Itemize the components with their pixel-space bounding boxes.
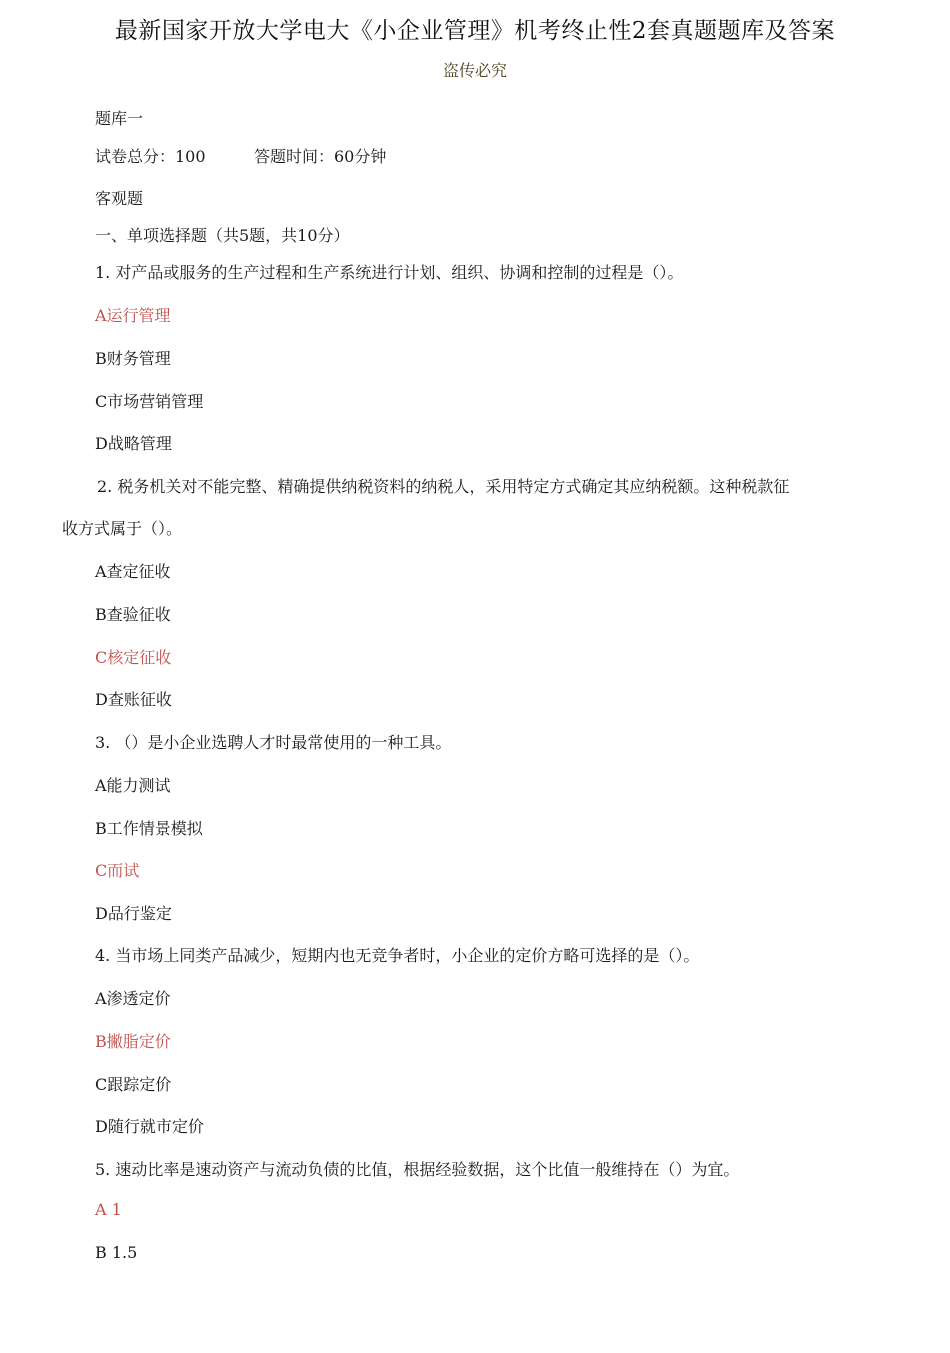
question-option-correct: A 1	[95, 1200, 122, 1219]
bank-label: 题库一	[95, 109, 144, 128]
question-option: C市场营销管理	[95, 392, 204, 411]
question-option: B工作情景模拟	[95, 819, 203, 838]
question-option: A查定征收	[95, 562, 171, 581]
question-option: A渗透定价	[95, 989, 171, 1008]
question-option-correct: A运行管理	[95, 306, 171, 325]
question-option: C跟踪定价	[95, 1075, 172, 1094]
question-option-correct: C而试	[95, 861, 140, 880]
document-subtitle: 盗传必究	[442, 61, 507, 80]
question-option: D战略管理	[95, 434, 172, 453]
document-title: 最新国家开放大学电大《小企业管理》机考终止性2套真题题库及答案	[114, 18, 836, 44]
question-option: B财务管理	[95, 349, 171, 368]
question-stem: 4. 当市场上同类产品减少，短期内也无竞争者时，小企业的定价方略可选择的是（）。	[95, 946, 700, 965]
question-stem: 2. 税务机关对不能完整、精确提供纳税资料的纳税人，采用特定方式确定其应纳税额。这种税款征	[97, 477, 790, 496]
question-option: D查账征收	[95, 690, 172, 709]
question-option: D随行就市定价	[95, 1117, 204, 1136]
question-stem: 5. 速动比率是速动资产与流动负债的比值，根据经验数据，这个比值一般维持在（）为宜。	[95, 1160, 740, 1179]
question-option: B查验征收	[95, 605, 171, 624]
question-stem: 1. 对产品或服务的生产过程和生产系统进行计划、组织、协调和控制的过程是（）。	[95, 263, 684, 282]
section-heading: 一、单项选择题（共5题，共10分）	[95, 226, 350, 245]
question-option-correct: C核定征收	[95, 648, 172, 667]
question-option: A能力测试	[95, 776, 171, 795]
objective-label: 客观题	[95, 189, 144, 208]
question-stem: 3. （）是小企业选聘人才时最常使用的一种工具。	[95, 733, 452, 752]
question-option: B 1.5	[95, 1243, 138, 1262]
total-score-label: 试卷总分：100	[95, 147, 206, 166]
question-option: D品行鉴定	[95, 904, 172, 923]
question-option-correct: B撇脂定价	[95, 1032, 171, 1051]
time-label: 答题时间：60分钟	[254, 147, 387, 166]
question-stem-continuation: 收方式属于（）。	[62, 519, 183, 538]
